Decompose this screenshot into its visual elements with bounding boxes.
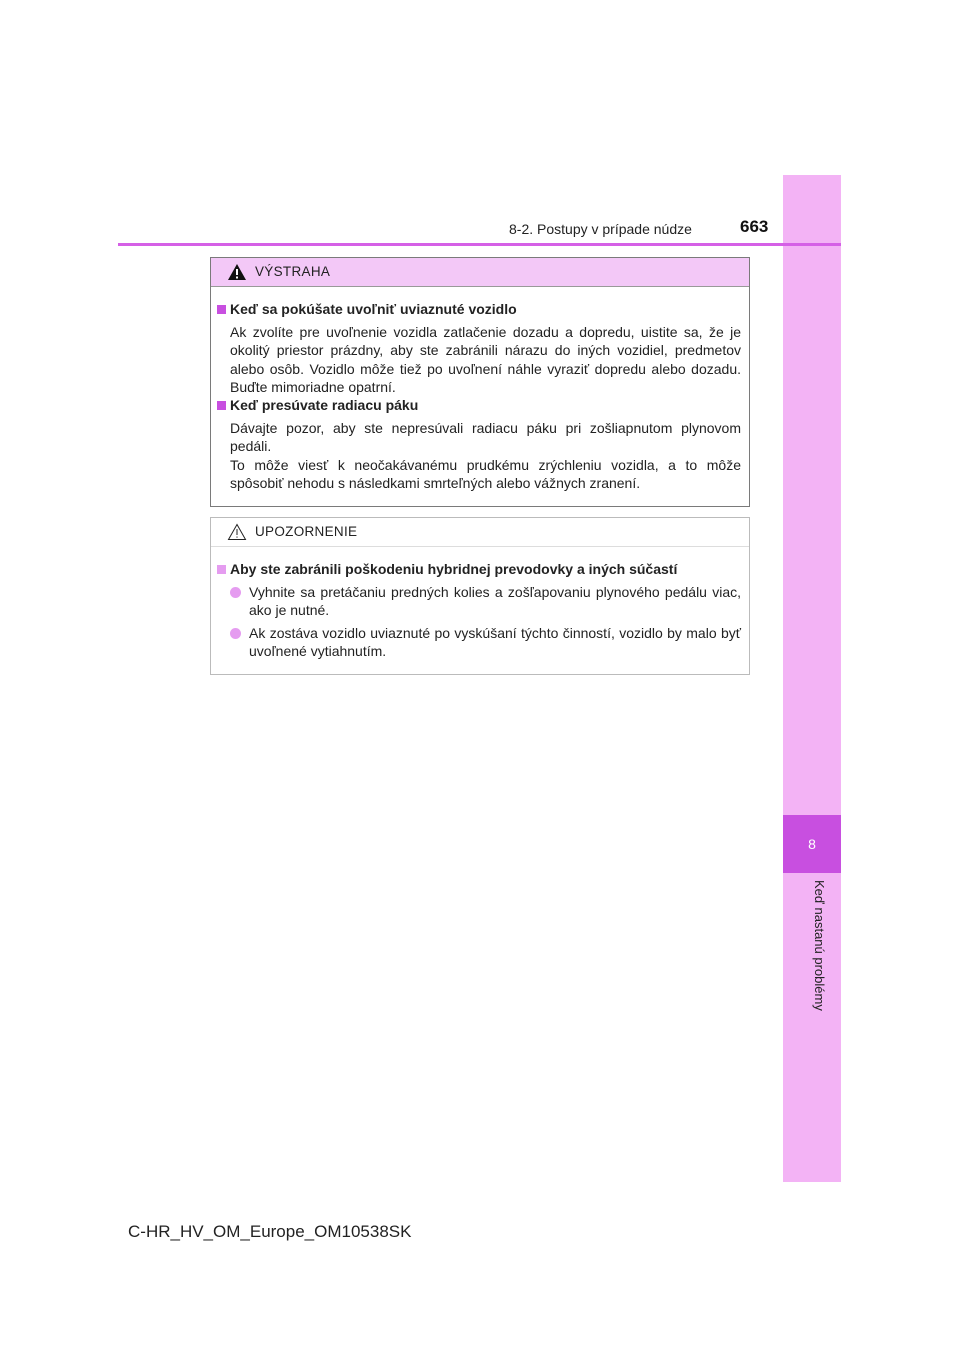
section-title: 8-2. Postupy v prípade núdze (509, 221, 692, 237)
caution-box (210, 517, 750, 675)
caution-section (217, 560, 741, 661)
section-heading: Aby ste zabránili poškodeniu hybridnej prevodovky a iných súčastí (230, 561, 678, 577)
list-item (230, 583, 741, 620)
section-text: Ak zvolíte pre uvoľnenie vozidla zatlačenie dozadu a dopredu, uistite sa, že je okolitý priestor prázdny, aby ste zabránili nárazu do iných vozidiel, predmetov alebo osôb. Vozidlo môže tiež po uvoľnení náhle vyraziť dopredu alebo dozadu. Buďte mimoriadne opatrní. (230, 323, 741, 395)
list-item-text: Ak zostáva vozidlo uviaznuté po vyskúšaní týchto činností, vozidlo by malo byť uvoľnené vytiahnutím. (249, 624, 741, 659)
document-code: C-HR_HV_OM_Europe_OM10538SK (128, 1222, 412, 1241)
section-text: Dávajte pozor, aby ste nepresúvali radiacu páku pri zošliapnutom plynovom pedáli. (230, 419, 741, 454)
section-text: To môže viesť k neočakávanému prudkému zrýchleniu vozidla, a to môže spôsobiť nehodu s následkami smrteľných alebo vážnych zranení. (230, 456, 741, 491)
warning-box (210, 257, 750, 507)
section-heading: Keď sa pokúšate uvoľniť uviaznuté vozidlo (230, 301, 517, 317)
warning-section-2 (217, 396, 741, 493)
header-divider (118, 243, 841, 246)
caution-triangle-outline-icon (227, 523, 247, 541)
warning-triangle-icon (227, 263, 247, 281)
chapter-label: Keď nastanú problémy (812, 880, 827, 1011)
square-bullet-icon (217, 305, 226, 314)
section-heading: Keď presúvate radiacu páku (230, 397, 419, 413)
page-number: 663 (740, 217, 769, 236)
list-item (230, 624, 741, 661)
caution-header (211, 518, 749, 547)
warning-title: VÝSTRAHA (255, 264, 331, 279)
circle-bullet-icon (230, 587, 241, 598)
square-bullet-icon (217, 565, 226, 574)
warning-section-1 (217, 300, 741, 397)
warning-header (211, 258, 749, 287)
chapter-number-badge: 8 (783, 815, 841, 873)
circle-bullet-icon (230, 628, 241, 639)
list-item-text: Vyhnite sa pretáčaniu predných kolies a zošľapovaniu plynového pedálu viac, ako je nutné. (249, 583, 741, 618)
square-bullet-icon (217, 401, 226, 410)
caution-title: UPOZORNENIE (255, 524, 358, 539)
